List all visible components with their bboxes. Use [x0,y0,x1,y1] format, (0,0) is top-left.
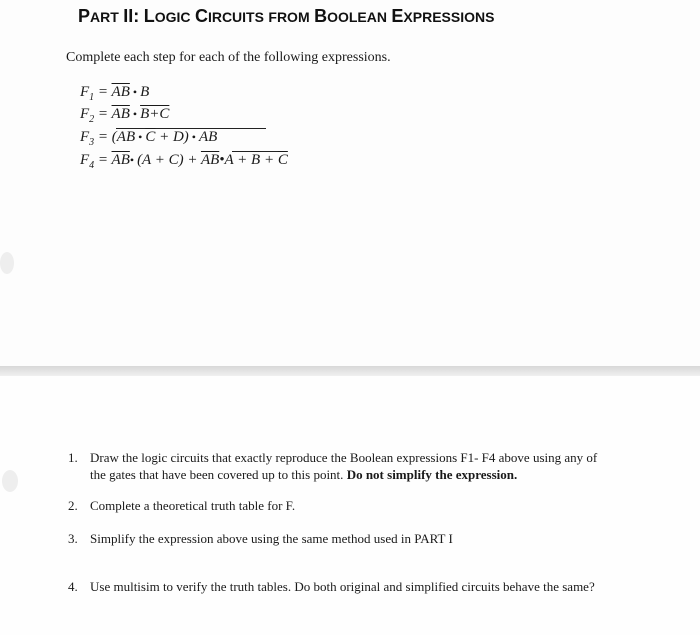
step-text: Draw the logic circuits that exactly reproduce the Boolean expressions F1- F4 above using any of the gates that have been covered up to this point. Do not simplify the expression. [90,450,598,482]
expression-f4: $F_4$ = $\overline{AB}•$ $(A + C) + \overline{AB}•A + \overline{B} + \overline{C}$ [80,152,288,171]
intro-text: Complete each step for each of the following expressions. [66,50,391,65]
step-text: Complete a theoretical truth table for F. [90,498,296,513]
step-text: Use multisim to verify the truth tables. Do both original and simplified circuits behave the same? [90,579,595,594]
section-title: PART II: LOGIC CIRCUITS FROM BOOLEAN EXPRESSIONS [78,6,495,26]
expression-f2: $F_2 = \overline{AB}$ • B+C [80,106,170,125]
margin-hole [2,470,18,492]
margin-hole [0,252,14,274]
step-text: Simplify the expression above using the same method used in PART I [90,531,453,546]
expression-f3: $F_3 = (AB$ • $\overline{C} + D$) • AB [80,129,218,148]
step-number: 2. [68,498,78,513]
step-number: 1. [68,450,78,465]
page-divider [0,366,700,376]
step-number: 3. [68,531,78,546]
expression-f1: $F_1 = \overline{AB}$ • B [80,84,150,103]
step-number: 4. [68,579,78,594]
